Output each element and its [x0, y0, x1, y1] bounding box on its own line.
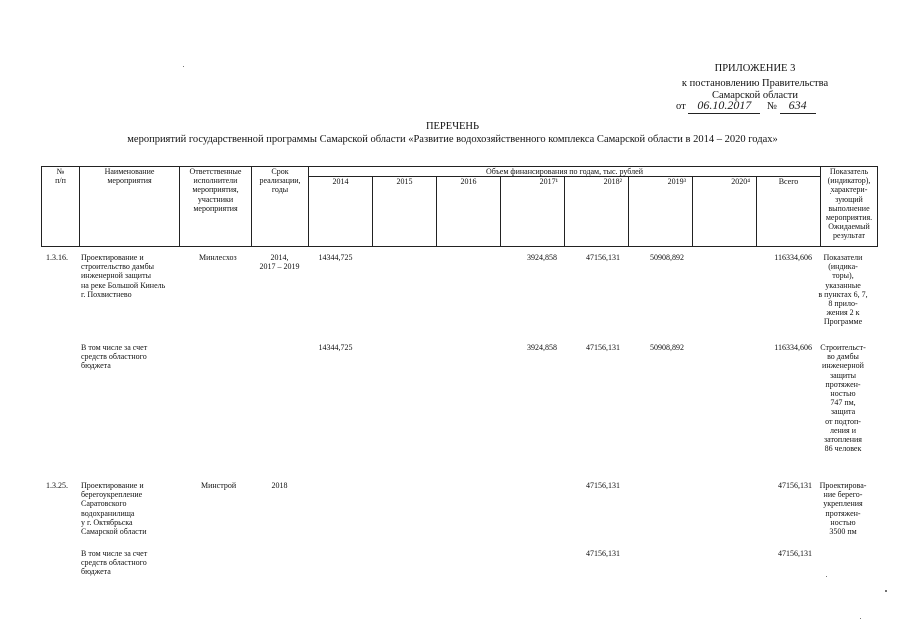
header-year-2015: 2015: [373, 177, 437, 247]
row-term: 2014, 2017 – 2019: [259, 253, 300, 272]
row-value-total: 116334,606: [774, 343, 812, 352]
row-no: 1.3.25.: [46, 481, 68, 490]
row-responsible: Минлесхоз: [199, 253, 237, 262]
scan-speck: [860, 618, 861, 619]
row-term: 2018: [271, 481, 288, 490]
scan-speck: [885, 590, 887, 592]
row-value-2019: 50908,892: [650, 343, 684, 352]
scan-speck: [830, 193, 831, 194]
row-value-total: 47156,131: [778, 481, 812, 490]
number-prefix: №: [766, 101, 777, 112]
appendix-title: ПРИЛОЖЕНИЕ 3: [714, 63, 796, 74]
table-row: [41, 343, 866, 473]
row-name: Проектирование и берегоукрепление Саратовского водохранилища у г. Октябрьска Самарской области: [81, 481, 147, 537]
row-value-total: 47156,131: [778, 549, 812, 558]
row-value-2014: 14344,725: [318, 343, 353, 352]
header-year-2016: 2016: [437, 177, 501, 247]
row-value-2019: 50908,892: [650, 253, 684, 262]
header-funding: Объем финансирования по годам, тыс. рублей: [309, 167, 821, 177]
header-responsible: Ответственные исполнители мероприятия, участники мероприятия: [180, 167, 252, 247]
header-year-2018: 2018²: [565, 177, 629, 247]
row-value-total: 116334,606: [774, 253, 812, 262]
date-prefix: от: [676, 101, 686, 112]
table-row: [41, 549, 861, 589]
funding-table: [41, 166, 878, 247]
row-indicator: Проектирова- ние берего- укрепления протяжен- ностью 3500 пм: [819, 481, 867, 537]
header-year-2020: 2020⁴: [693, 177, 757, 247]
appendix-header: [660, 63, 850, 102]
row-value-2014: 14344,725: [318, 253, 353, 262]
row-value-2018: 47156,131: [586, 253, 620, 262]
header-name: Наименование мероприятия: [80, 167, 180, 247]
header-year-2017: 2017¹: [501, 177, 565, 247]
header-no: № п/п: [42, 167, 80, 247]
header-term: Срок реализации, годы: [252, 167, 309, 247]
header-indicator: Показатель (индикатор), характери- зующий выполнение мероприятия. Ожидаемый результат: [821, 167, 878, 247]
row-name: В том числе за счет средств областного бюджета: [81, 343, 148, 371]
header-year-2019: 2019³: [629, 177, 693, 247]
handwritten-date: 06.10.2017: [688, 98, 760, 114]
row-no: 1.3.16.: [46, 253, 68, 262]
row-value-2017: 3924,858: [527, 253, 557, 262]
row-value-2018: 47156,131: [586, 481, 620, 490]
row-value-2018: 47156,131: [586, 343, 620, 352]
row-name: В том числе за счет средств областного бюджета: [81, 549, 148, 577]
scan-speck: [826, 576, 827, 577]
row-indicator: Показатели (индика- торы), указанные в пунктах 6, 7, 8 прило- жения 2 к Программе: [818, 253, 868, 327]
row-responsible: Минстрой: [201, 481, 237, 490]
appendix-line-2: к постановлению Правительства: [681, 78, 829, 89]
header-year-2014: 2014: [309, 177, 373, 247]
row-value-2017: 3924,858: [527, 343, 557, 352]
date-number-line: [676, 98, 836, 112]
header-total: Всего: [757, 177, 821, 247]
row-indicator: Строительст- во дамбы инженерной защиты протяжен- ностью 747 пм, защита от подтоп- ления и затопления 86 человек: [820, 343, 866, 454]
handwritten-number: 634: [780, 98, 816, 114]
scan-speck: [183, 66, 184, 67]
table-row: [41, 481, 867, 551]
table-body: [41, 251, 868, 591]
row-value-2018: 47156,131: [586, 549, 620, 558]
row-name: Проектирование и строительство дамбы инженерной защиты на реке Большой Кинель г. Похвистнево: [81, 253, 166, 299]
appendix-line-3: Самарской области: [712, 90, 798, 101]
document-heading: ПЕРЕЧЕНЬ: [425, 121, 480, 132]
table-row: [41, 251, 868, 345]
document-subtitle: мероприятий государственной программы Самарской области «Развитие водохозяйственного комплекса Самарской области в 2014 – 2020 годах»: [127, 134, 778, 145]
